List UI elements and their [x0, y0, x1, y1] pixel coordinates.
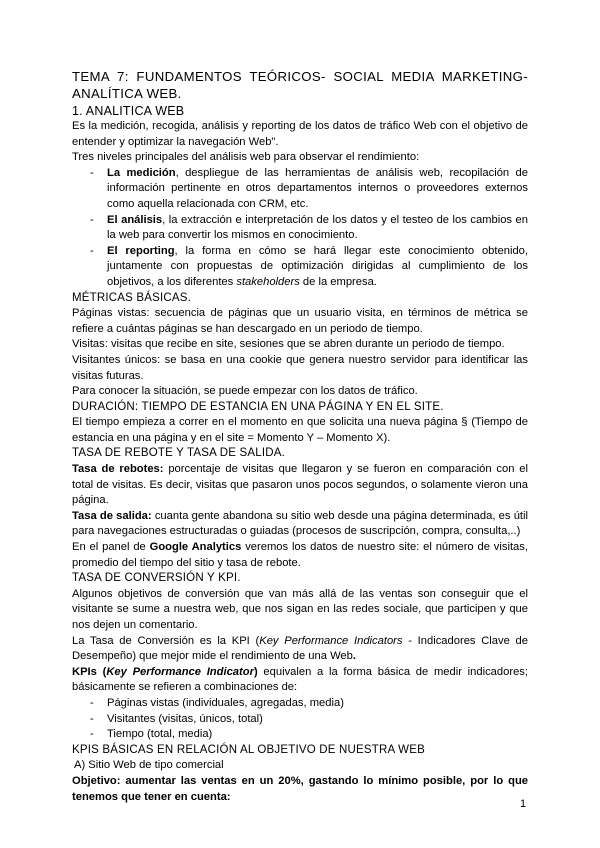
- kpis-term-start: KPIs (: [72, 665, 107, 678]
- sitio-comercial-label: A) Sitio Web de tipo comercial: [74, 759, 224, 772]
- doc-title-line1: TEMA 7: FUNDAMENTOS TEÓRICOS- SOCIAL MEDIA MARKETING-: [72, 69, 528, 84]
- section-heading-rebote: TASA DE REBOTE Y TASA DE SALIDA.: [72, 447, 286, 460]
- rebote-paragraph: [72, 462, 528, 509]
- list-item: [72, 244, 528, 291]
- rebote-text: porcentaje de visitas que llegaron y se fueron en comparación con el total de visitas. Es decir, visitas que pasaron unos pocos segundos, o solamente vieron una página.: [72, 463, 528, 507]
- list-item: [72, 213, 528, 244]
- conocer-paragraph: Para conocer la situación, se puede empezar con los datos de tráfico.: [72, 385, 418, 398]
- kpis-paragraph: [72, 665, 528, 696]
- kpi-def-after: - Indicadores Clave de Desempeño) que mejor mide el rendimiento de una Web: [72, 634, 528, 663]
- visitantes-unicos-paragraph: Visitantes únicos: se basa en una cookie que genera nuestro servidor para identificar las visitas futuras.: [72, 353, 528, 382]
- section-heading-analitica-web: 1. ANALITICA WEB: [72, 104, 185, 118]
- list-item: - Visitantes (visitas, únicos, total): [72, 712, 528, 728]
- level-text: , la forma en cómo se hará llegar este conocimiento obtenido, juntamente con propuestas de optimización dirigidas al cumplimiento de los objetivos, a los diferentes: [107, 244, 528, 288]
- level-term: El análisis: [107, 213, 163, 226]
- combinaciones-list: [72, 696, 528, 743]
- rebote-term: Tasa de rebotes:: [72, 463, 164, 476]
- paginas-vistas-paragraph: Páginas vistas: secuencia de páginas que un usuario visita, en términos de métrica se refiere a cuántas páginas se han descargado en un periodo de tiempo.: [72, 307, 528, 335]
- levels-list: [72, 166, 528, 291]
- list-item: [72, 166, 528, 213]
- section-heading-conversion: TASA DE CONVERSIÓN Y KPI.: [72, 572, 241, 585]
- section-heading-duracion: DURACIÓN: TIEMPO DE ESTANCIA EN UNA PÁGINA Y EN EL SITE.: [72, 400, 444, 413]
- objetivo-paragraph: [72, 774, 528, 805]
- section-heading-metricas: MÉTRICAS BÁSICAS.: [72, 291, 192, 304]
- kpi-def-end: .: [352, 650, 356, 663]
- level-text: , despliegue de las herramientas de análisis web, recopilación de información pertinente en otros departamentos internos o proveedores externos como aquella relacionada con CRM, etc.: [107, 166, 528, 210]
- conversion-paragraph: Algunos objetivos de conversión que van más allá de las ventas son conseguir que el visitante se sume a nuestra web, que nos sigan en las redes sociale, que participen y que nos dejen un comentario.: [72, 587, 528, 631]
- kpi-def-italic: Key Performance Indicators: [259, 634, 403, 647]
- ga-term: Google Analytics: [149, 541, 242, 554]
- document-page: [72, 68, 528, 805]
- kpis-term-end: ): [253, 665, 258, 678]
- google-analytics-paragraph: [72, 540, 528, 571]
- salida-term: Tasa de salida:: [72, 509, 152, 522]
- salida-paragraph: [72, 509, 528, 540]
- bullet-dash: -: [90, 728, 94, 741]
- kpis-term-italic: Key Performance Indicator: [106, 665, 254, 678]
- page-number: 1: [520, 798, 527, 810]
- ga-text-after: veremos los datos de nuestro site: el número de visitas, promedio del tiempo del sitio y tasa de rebote.: [72, 541, 528, 569]
- section-heading-kpis-basicas: KPIS BÁSICAS EN RELACIÓN AL OBJETIVO DE NUESTRA WEB: [72, 743, 425, 756]
- level-term: La medición: [107, 166, 176, 179]
- bullet-dash: -: [90, 166, 94, 179]
- bullet-dash: -: [90, 712, 94, 725]
- levels-intro: Tres niveles principales del análisis web para observar el rendimiento:: [72, 151, 420, 164]
- bullet-dash: -: [90, 213, 94, 226]
- objetivo-text: Objetivo: aumentar las ventas en un 20%, gastando lo mínimo posible, por lo que tenemos que tener en cuenta:: [72, 774, 528, 803]
- bullet-dash: -: [90, 696, 94, 709]
- kpi-definition-paragraph: [72, 634, 528, 665]
- ga-text-before: En el panel de: [72, 541, 150, 554]
- level-text: , la extracción e interpretación de los datos y el testeo de los cambios en la web para convertir los mismos en conocimiento.: [107, 213, 528, 242]
- visitas-paragraph: Visitas: visitas que recibe en site, sesiones que se abren durante un periodo de tiempo.: [72, 338, 505, 351]
- level-italic: stakeholders: [236, 275, 300, 288]
- level-term: El reporting: [107, 244, 175, 257]
- duracion-paragraph: El tiempo empieza a correr en el momento en que solicita una nueva página § (Tiempo de estancia en una página y en el site = Momento Y – Momento X).: [72, 416, 528, 444]
- intro-paragraph: Es la medición, recogida, análisis y reporting de los datos de tráfico Web con el objetivo de entender y optimizar la navegación Web".: [72, 120, 528, 148]
- list-item: - Tiempo (total, media): [72, 727, 528, 743]
- kpi-def-before: La Tasa de Conversión es la KPI (: [72, 634, 260, 647]
- kpis-text: equivalen a la forma básica de medir indicadores; básicamente se refieren a combinaciones de:: [72, 665, 528, 694]
- list-item: - Páginas vistas (individuales, agregadas, media): [72, 696, 528, 712]
- level-text-end: de la empresa.: [299, 275, 377, 288]
- bullet-dash: -: [90, 244, 94, 257]
- doc-title-line2: ANALÍTICA WEB.: [72, 86, 182, 101]
- salida-text: cuanta gente abandona su sitio web desde una página determinada, es útil para navegaciones estructuradas o guiadas (procesos de suscripción, compra, consulta,..): [72, 509, 528, 538]
